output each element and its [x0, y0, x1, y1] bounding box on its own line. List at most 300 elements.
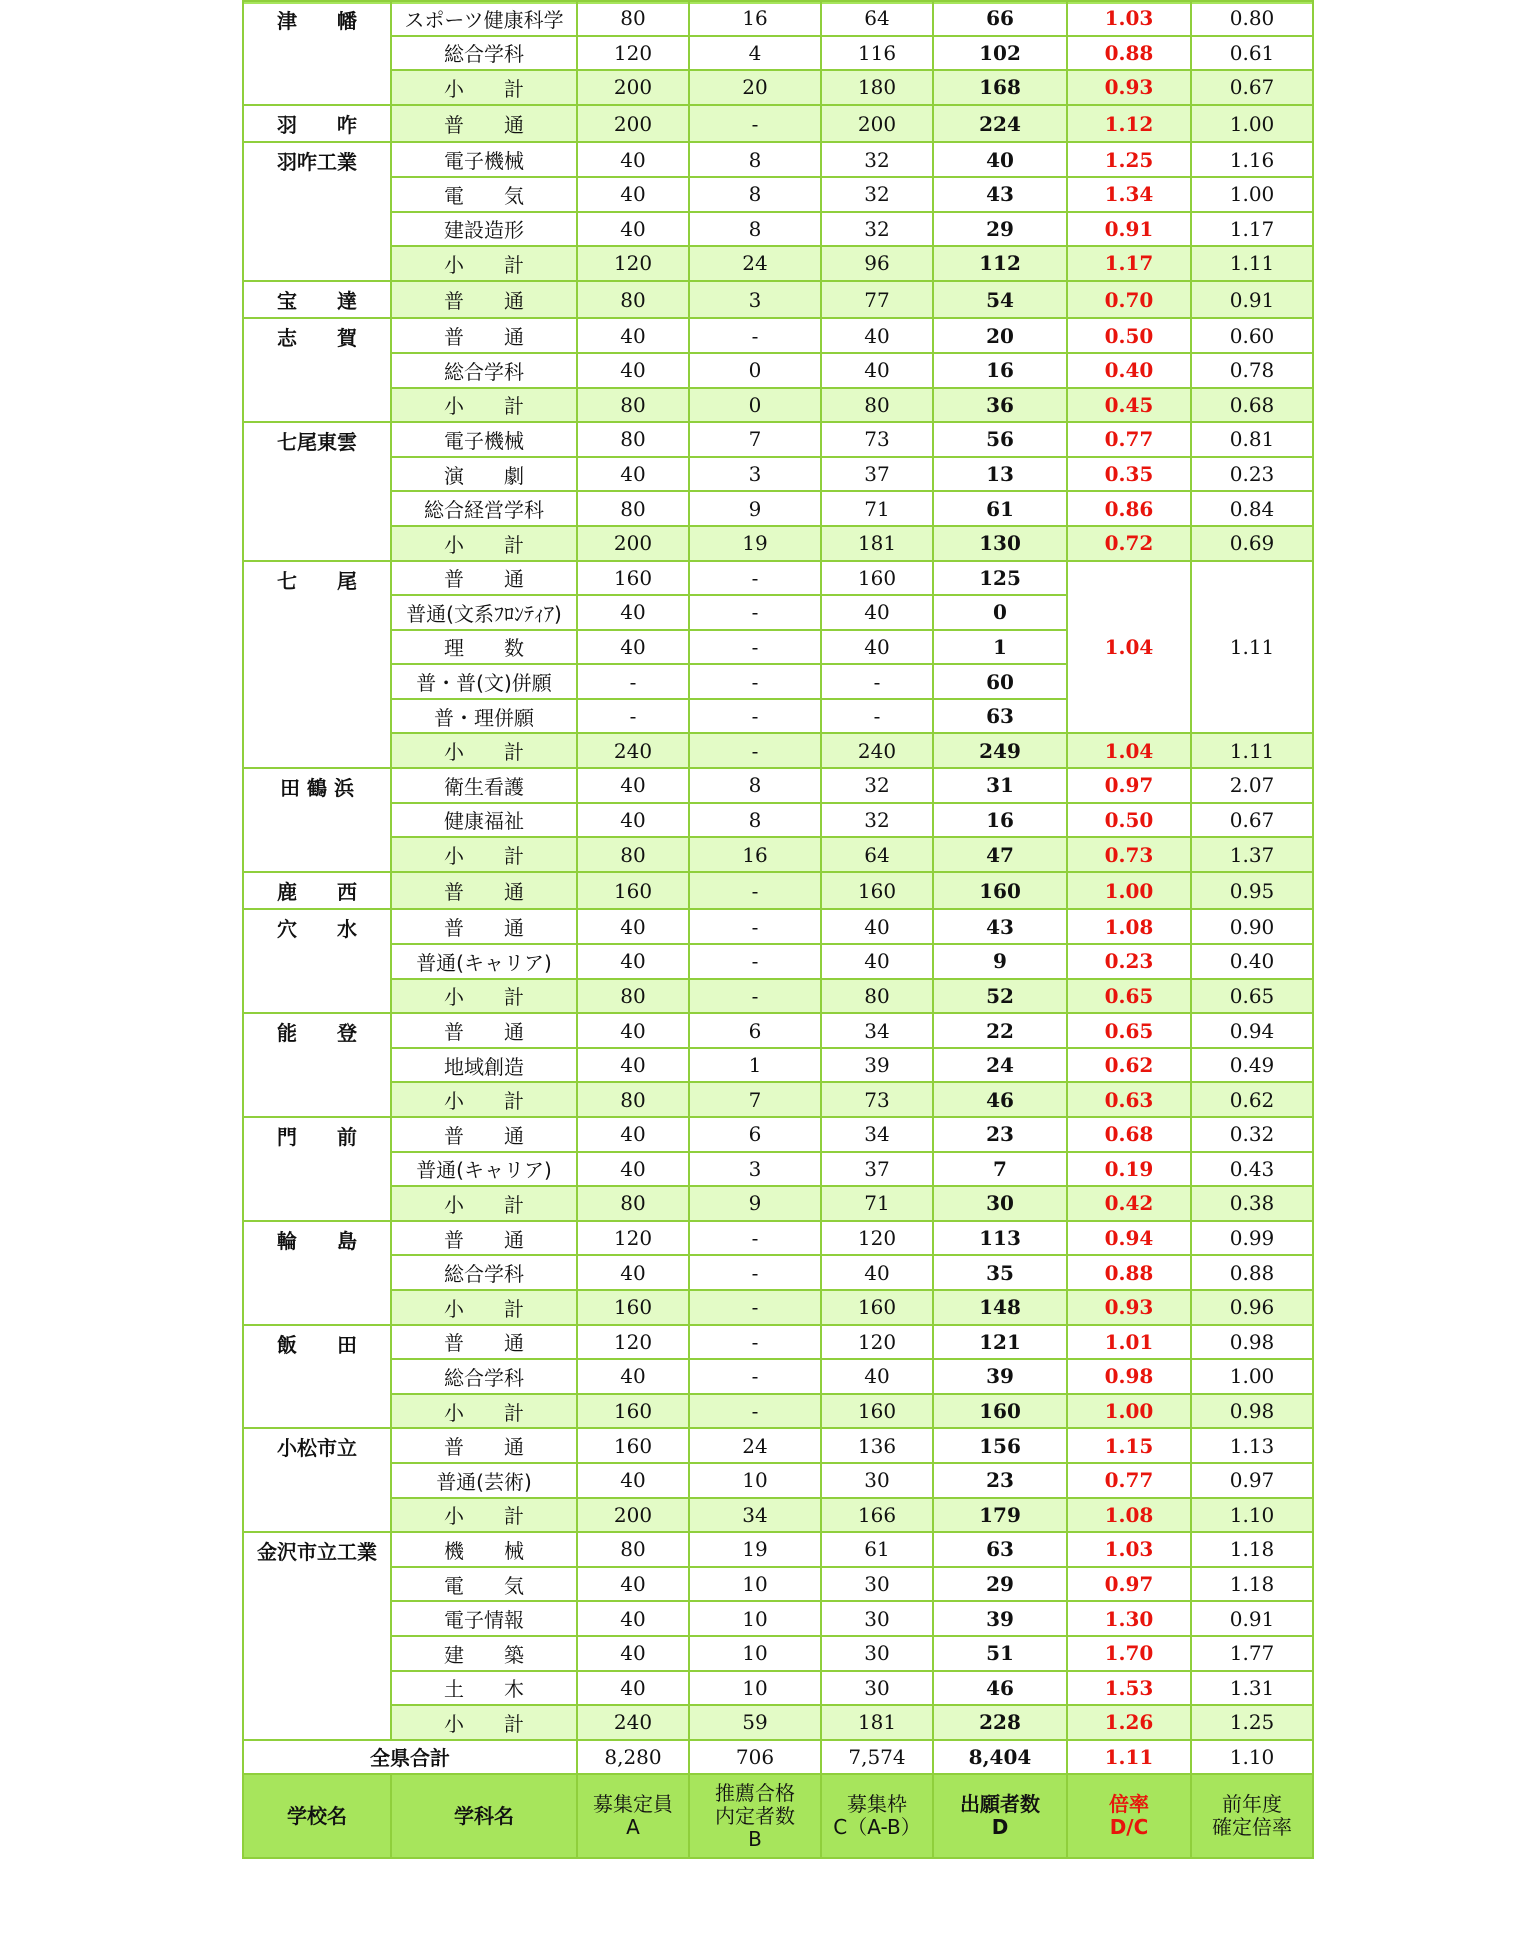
capacity-cell: 200	[577, 526, 689, 561]
recommended-cell: 8	[689, 177, 821, 212]
department-cell: 普通(キャリア)	[391, 944, 577, 979]
prev-ratio-cell: 1.13	[1191, 1428, 1313, 1463]
table-row	[243, 422, 1313, 457]
school-name-cell: 七 尾	[243, 561, 391, 769]
department-cell: 建 築	[391, 1636, 577, 1671]
school-name-cell: 鹿 西	[243, 872, 391, 910]
applicants-cell: 43	[933, 909, 1067, 944]
ratio-cell: 1.04	[1067, 733, 1191, 768]
total-applicants-cell: 8,404	[933, 1740, 1067, 1775]
quota-cell: 240	[821, 733, 933, 768]
applicants-cell: 156	[933, 1428, 1067, 1463]
table-row	[243, 457, 1313, 492]
recommended-cell: 7	[689, 1082, 821, 1117]
table-row	[243, 1601, 1313, 1636]
prev-ratio-cell: 0.67	[1191, 803, 1313, 838]
grand-total-label: 全県合計	[243, 1740, 577, 1775]
department-cell: 普 通	[391, 318, 577, 353]
school-name-cell: 小松市立	[243, 1428, 391, 1532]
capacity-cell: 40	[577, 1255, 689, 1290]
ratio-cell: 0.88	[1067, 36, 1191, 71]
school-name-cell: 志 賀	[243, 318, 391, 422]
table-row	[243, 353, 1313, 388]
school-name-cell: 金沢市立工業	[243, 1532, 391, 1740]
capacity-cell: 120	[577, 1221, 689, 1256]
capacity-cell: 40	[577, 803, 689, 838]
applicants-cell: 30	[933, 1186, 1067, 1221]
ratio-cell: 0.93	[1067, 1290, 1191, 1325]
table-row	[243, 1359, 1313, 1394]
recommended-cell: 8	[689, 142, 821, 177]
quota-cell: 40	[821, 944, 933, 979]
ratio-cell: 0.72	[1067, 526, 1191, 561]
header-department-line: 学科名	[454, 1803, 514, 1828]
quota-cell: 39	[821, 1048, 933, 1083]
prev-ratio-cell: 0.80	[1191, 1, 1313, 36]
ratio-cell: 0.50	[1067, 318, 1191, 353]
ratio-cell: 0.19	[1067, 1152, 1191, 1187]
recommended-cell: 6	[689, 1013, 821, 1048]
quota-cell: 160	[821, 1394, 933, 1429]
applicants-cell: 51	[933, 1636, 1067, 1671]
prev-ratio-cell: 0.38	[1191, 1186, 1313, 1221]
table-row	[243, 909, 1313, 944]
table-row	[243, 1221, 1313, 1256]
subtotal-row	[243, 872, 1313, 910]
prev-ratio-cell: 0.60	[1191, 318, 1313, 353]
applicants-cell: 160	[933, 872, 1067, 910]
capacity-cell: 160	[577, 872, 689, 910]
capacity-cell: 200	[577, 70, 689, 105]
capacity-cell: -	[577, 664, 689, 699]
quota-cell: 61	[821, 1532, 933, 1567]
table-body	[243, 1, 1313, 1858]
quota-cell: 30	[821, 1463, 933, 1498]
total-capacity-cell: 8,280	[577, 1740, 689, 1775]
department-cell: 建設造形	[391, 212, 577, 247]
applicants-cell: 31	[933, 768, 1067, 803]
department-cell: 総合経営学科	[391, 491, 577, 526]
department-cell: 小 計	[391, 1394, 577, 1429]
recommended-cell: -	[689, 733, 821, 768]
ratio-cell: 0.73	[1067, 837, 1191, 872]
quota-cell: 30	[821, 1671, 933, 1706]
department-cell: 普 通	[391, 872, 577, 910]
subtotal-row	[243, 1394, 1313, 1429]
department-cell: 衛生看護	[391, 768, 577, 803]
applicants-cell: 63	[933, 1532, 1067, 1567]
recommended-cell: 9	[689, 1186, 821, 1221]
department-cell: 総合学科	[391, 1255, 577, 1290]
department-cell: 普 通	[391, 1117, 577, 1152]
table-row	[243, 1152, 1313, 1187]
capacity-cell: 40	[577, 1463, 689, 1498]
header-quota	[821, 1774, 933, 1858]
department-cell: 小 計	[391, 1290, 577, 1325]
department-cell: 小 計	[391, 837, 577, 872]
header-recommended-line: 推薦合格	[715, 1780, 795, 1805]
school-name-cell: 穴 水	[243, 909, 391, 1013]
quota-cell: 37	[821, 1152, 933, 1187]
quota-cell: 120	[821, 1325, 933, 1360]
school-name-cell: 七尾東雲	[243, 422, 391, 560]
department-cell: 普 通	[391, 561, 577, 596]
applicants-cell: 23	[933, 1463, 1067, 1498]
quota-cell: 200	[821, 105, 933, 143]
school-name-cell: 宝 達	[243, 281, 391, 319]
capacity-cell: -	[577, 699, 689, 734]
ratio-cell: 0.65	[1067, 979, 1191, 1014]
capacity-cell: 200	[577, 105, 689, 143]
department-cell: 電子機械	[391, 422, 577, 457]
quota-cell: 80	[821, 979, 933, 1014]
table-row	[243, 1671, 1313, 1706]
recommended-cell: 10	[689, 1601, 821, 1636]
table-row	[243, 1428, 1313, 1463]
enrollment-ratio-table	[242, 0, 1314, 1859]
ratio-cell: 1.34	[1067, 177, 1191, 212]
ratio-cell: 0.68	[1067, 1117, 1191, 1152]
department-cell: スポーツ健康科学	[391, 1, 577, 36]
subtotal-row	[243, 1082, 1313, 1117]
recommended-cell: -	[689, 699, 821, 734]
quota-cell: 32	[821, 768, 933, 803]
header-department	[391, 1774, 577, 1858]
department-cell: 小 計	[391, 526, 577, 561]
quota-cell: 32	[821, 177, 933, 212]
header-ratio	[1067, 1774, 1191, 1858]
table-row	[243, 1048, 1313, 1083]
department-cell: 普 通	[391, 1325, 577, 1360]
capacity-cell: 240	[577, 1705, 689, 1740]
header-ratio-line: D/C	[1109, 1815, 1149, 1840]
recommended-cell: 8	[689, 768, 821, 803]
header-prev-ratio-line: 前年度	[1222, 1792, 1282, 1817]
ratio-cell: 1.00	[1067, 1394, 1191, 1429]
ratio-cell: 0.93	[1067, 70, 1191, 105]
ratio-cell: 0.65	[1067, 1013, 1191, 1048]
school-name-cell: 羽咋工業	[243, 142, 391, 280]
applicants-cell: 228	[933, 1705, 1067, 1740]
recommended-cell: 8	[689, 212, 821, 247]
header-capacity-line: 募集定員	[593, 1792, 673, 1817]
department-cell: 普通(芸術)	[391, 1463, 577, 1498]
applicants-cell: 60	[933, 664, 1067, 699]
department-cell: 電 気	[391, 177, 577, 212]
prev-ratio-cell: 1.11	[1191, 733, 1313, 768]
ratio-cell: 1.08	[1067, 1498, 1191, 1533]
quota-cell: 120	[821, 1221, 933, 1256]
subtotal-row	[243, 979, 1313, 1014]
header-capacity-line: A	[626, 1815, 640, 1840]
subtotal-row	[243, 1705, 1313, 1740]
quota-cell: 32	[821, 142, 933, 177]
prev-ratio-cell: 0.97	[1191, 1463, 1313, 1498]
recommended-cell: -	[689, 1255, 821, 1290]
table-row	[243, 1, 1313, 36]
subtotal-row	[243, 388, 1313, 423]
subtotal-row	[243, 105, 1313, 143]
total-quota-cell: 7,574	[821, 1740, 933, 1775]
prev-ratio-cell: 1.25	[1191, 1705, 1313, 1740]
ratio-cell: 0.35	[1067, 457, 1191, 492]
quota-cell: 166	[821, 1498, 933, 1533]
recommended-cell: 10	[689, 1636, 821, 1671]
department-cell: 普通(キャリア)	[391, 1152, 577, 1187]
ratio-cell: 0.97	[1067, 768, 1191, 803]
recommended-cell: -	[689, 105, 821, 143]
recommended-cell: 4	[689, 36, 821, 71]
capacity-cell: 200	[577, 1498, 689, 1533]
quota-cell: 40	[821, 318, 933, 353]
quota-cell: -	[821, 664, 933, 699]
prev-ratio-cell: 0.91	[1191, 1601, 1313, 1636]
department-cell: 電子情報	[391, 1601, 577, 1636]
ratio-cell: 0.88	[1067, 1255, 1191, 1290]
applicants-cell: 16	[933, 803, 1067, 838]
quota-cell: 30	[821, 1567, 933, 1602]
prev-ratio-cell: 1.37	[1191, 837, 1313, 872]
applicants-cell: 121	[933, 1325, 1067, 1360]
prev-ratio-cell: 0.99	[1191, 1221, 1313, 1256]
recommended-cell: 10	[689, 1463, 821, 1498]
applicants-cell: 102	[933, 36, 1067, 71]
prev-ratio-cell: 1.31	[1191, 1671, 1313, 1706]
capacity-cell: 80	[577, 1186, 689, 1221]
school-name-cell: 能 登	[243, 1013, 391, 1117]
recommended-cell: 24	[689, 246, 821, 281]
applicants-cell: 39	[933, 1601, 1067, 1636]
applicants-cell: 66	[933, 1, 1067, 36]
table-row	[243, 1532, 1313, 1567]
ratio-cell: 0.63	[1067, 1082, 1191, 1117]
quota-cell: 116	[821, 36, 933, 71]
department-cell: 普 通	[391, 105, 577, 143]
ratio-cell: 0.50	[1067, 803, 1191, 838]
table-row	[243, 561, 1313, 596]
capacity-cell: 40	[577, 1636, 689, 1671]
recommended-cell: 20	[689, 70, 821, 105]
prev-ratio-cell: 1.18	[1191, 1532, 1313, 1567]
quota-cell: 77	[821, 281, 933, 319]
recommended-cell: -	[689, 944, 821, 979]
recommended-cell: -	[689, 595, 821, 630]
recommended-cell: 7	[689, 422, 821, 457]
department-cell: 小 計	[391, 979, 577, 1014]
recommended-cell: -	[689, 1290, 821, 1325]
ratio-cell: 0.77	[1067, 1463, 1191, 1498]
ratio-cell: 1.01	[1067, 1325, 1191, 1360]
applicants-cell: 125	[933, 561, 1067, 596]
ratio-cell: 1.15	[1067, 1428, 1191, 1463]
recommended-cell: 19	[689, 526, 821, 561]
capacity-cell: 80	[577, 281, 689, 319]
applicants-cell: 54	[933, 281, 1067, 319]
grand-total-row	[243, 1740, 1313, 1775]
header-recommended-line: 内定者数	[715, 1803, 795, 1828]
recommended-cell: 24	[689, 1428, 821, 1463]
prev-ratio-cell: 0.94	[1191, 1013, 1313, 1048]
applicants-cell: 148	[933, 1290, 1067, 1325]
recommended-cell: 10	[689, 1567, 821, 1602]
ratio-cell: 1.17	[1067, 246, 1191, 281]
department-cell: 小 計	[391, 246, 577, 281]
prev-ratio-cell: 0.98	[1191, 1325, 1313, 1360]
prev-ratio-cell: 2.07	[1191, 768, 1313, 803]
school-name-cell: 輪 島	[243, 1221, 391, 1325]
prev-ratio-cell: 1.00	[1191, 177, 1313, 212]
school-name-cell: 田 鶴 浜	[243, 768, 391, 872]
quota-cell: 34	[821, 1117, 933, 1152]
department-cell: 機 械	[391, 1532, 577, 1567]
recommended-cell: -	[689, 561, 821, 596]
department-cell: 普 通	[391, 1013, 577, 1048]
prev-ratio-cell: 0.90	[1191, 909, 1313, 944]
table-row	[243, 1325, 1313, 1360]
capacity-cell: 80	[577, 1, 689, 36]
recommended-cell: 6	[689, 1117, 821, 1152]
prev-ratio-cell: 1.10	[1191, 1498, 1313, 1533]
applicants-cell: 1	[933, 630, 1067, 665]
quota-cell: 40	[821, 909, 933, 944]
department-cell: 普 通	[391, 1221, 577, 1256]
recommended-cell: 16	[689, 837, 821, 872]
capacity-cell: 160	[577, 1428, 689, 1463]
prev-ratio-cell: 0.91	[1191, 281, 1313, 319]
subtotal-row	[243, 837, 1313, 872]
capacity-cell: 40	[577, 768, 689, 803]
department-cell: 普・理併願	[391, 699, 577, 734]
recommended-cell: -	[689, 1221, 821, 1256]
ratio-cell: 1.08	[1067, 909, 1191, 944]
prev-ratio-cell: 0.95	[1191, 872, 1313, 910]
prev-ratio-cell: 1.77	[1191, 1636, 1313, 1671]
quota-cell: 64	[821, 1, 933, 36]
capacity-cell: 80	[577, 837, 689, 872]
capacity-cell: 40	[577, 1048, 689, 1083]
ratio-cell: 1.00	[1067, 872, 1191, 910]
prev-ratio-cell: 0.65	[1191, 979, 1313, 1014]
capacity-cell: 40	[577, 1567, 689, 1602]
department-cell: 理 数	[391, 630, 577, 665]
prev-ratio-cell: 0.49	[1191, 1048, 1313, 1083]
quota-cell: 37	[821, 457, 933, 492]
header-applicants-line: D	[991, 1815, 1009, 1840]
quota-cell: 160	[821, 561, 933, 596]
ratio-cell: 0.42	[1067, 1186, 1191, 1221]
quota-cell: 136	[821, 1428, 933, 1463]
header-quota-line: C（A-B）	[833, 1815, 921, 1840]
subtotal-row	[243, 70, 1313, 105]
department-cell: 地域創造	[391, 1048, 577, 1083]
prev-ratio-cell: 0.78	[1191, 353, 1313, 388]
capacity-cell: 80	[577, 1532, 689, 1567]
table-row	[243, 1013, 1313, 1048]
ratio-cell: 0.62	[1067, 1048, 1191, 1083]
capacity-cell: 40	[577, 142, 689, 177]
applicants-cell: 130	[933, 526, 1067, 561]
ratio-cell: 1.03	[1067, 1532, 1191, 1567]
table-row	[243, 1463, 1313, 1498]
department-cell: 土 木	[391, 1671, 577, 1706]
quota-cell: 40	[821, 1255, 933, 1290]
ratio-cell: 1.70	[1067, 1636, 1191, 1671]
department-cell: 総合学科	[391, 353, 577, 388]
prev-ratio-cell: 0.84	[1191, 491, 1313, 526]
department-cell: 普 通	[391, 1428, 577, 1463]
prev-ratio-cell: 1.00	[1191, 105, 1313, 143]
prev-ratio-cell: 0.69	[1191, 526, 1313, 561]
subtotal-row	[243, 526, 1313, 561]
header-school-line: 学校名	[287, 1803, 347, 1828]
quota-cell: 71	[821, 491, 933, 526]
quota-cell: 30	[821, 1636, 933, 1671]
applicants-cell: 224	[933, 105, 1067, 143]
header-recommended	[689, 1774, 821, 1858]
prev-ratio-cell: 0.32	[1191, 1117, 1313, 1152]
applicants-cell: 0	[933, 595, 1067, 630]
quota-cell: 40	[821, 1359, 933, 1394]
ratio-cell: 1.12	[1067, 105, 1191, 143]
applicants-cell: 9	[933, 944, 1067, 979]
total-recommended-cell: 706	[689, 1740, 821, 1775]
table-row	[243, 1255, 1313, 1290]
table-row	[243, 944, 1313, 979]
ratio-cell: 0.97	[1067, 1567, 1191, 1602]
subtotal-row	[243, 281, 1313, 319]
capacity-cell: 40	[577, 318, 689, 353]
recommended-cell: -	[689, 979, 821, 1014]
prev-ratio-cell: 1.18	[1191, 1567, 1313, 1602]
capacity-cell: 40	[577, 457, 689, 492]
prev-ratio-cell: 1.00	[1191, 1359, 1313, 1394]
school-name-cell: 門 前	[243, 1117, 391, 1221]
quota-cell: 30	[821, 1601, 933, 1636]
header-recommended-line: B	[748, 1826, 762, 1851]
department-cell: 総合学科	[391, 36, 577, 71]
ratio-cell: 1.03	[1067, 1, 1191, 36]
school-name-cell: 飯 田	[243, 1325, 391, 1429]
capacity-cell: 40	[577, 909, 689, 944]
applicants-cell: 113	[933, 1221, 1067, 1256]
ratio-cell: 1.53	[1067, 1671, 1191, 1706]
prev-ratio-cell: 0.68	[1191, 388, 1313, 423]
applicants-cell: 13	[933, 457, 1067, 492]
applicants-cell: 16	[933, 353, 1067, 388]
header-prev-ratio-line: 確定倍率	[1212, 1815, 1292, 1840]
recommended-cell: -	[689, 1394, 821, 1429]
recommended-cell: 59	[689, 1705, 821, 1740]
quota-cell: 40	[821, 353, 933, 388]
capacity-cell: 240	[577, 733, 689, 768]
quota-cell: 73	[821, 422, 933, 457]
recommended-cell: -	[689, 1359, 821, 1394]
capacity-cell: 40	[577, 944, 689, 979]
subtotal-row	[243, 1290, 1313, 1325]
ratio-cell: 0.86	[1067, 491, 1191, 526]
prev-ratio-cell: 0.43	[1191, 1152, 1313, 1187]
recommended-cell: 3	[689, 1152, 821, 1187]
table-row	[243, 768, 1313, 803]
capacity-cell: 120	[577, 1325, 689, 1360]
prev-ratio-cell: 0.61	[1191, 36, 1313, 71]
capacity-cell: 80	[577, 422, 689, 457]
applicants-cell: 179	[933, 1498, 1067, 1533]
school-name-cell: 津 幡	[243, 1, 391, 105]
applicants-cell: 56	[933, 422, 1067, 457]
capacity-cell: 80	[577, 1082, 689, 1117]
applicants-cell: 168	[933, 70, 1067, 105]
